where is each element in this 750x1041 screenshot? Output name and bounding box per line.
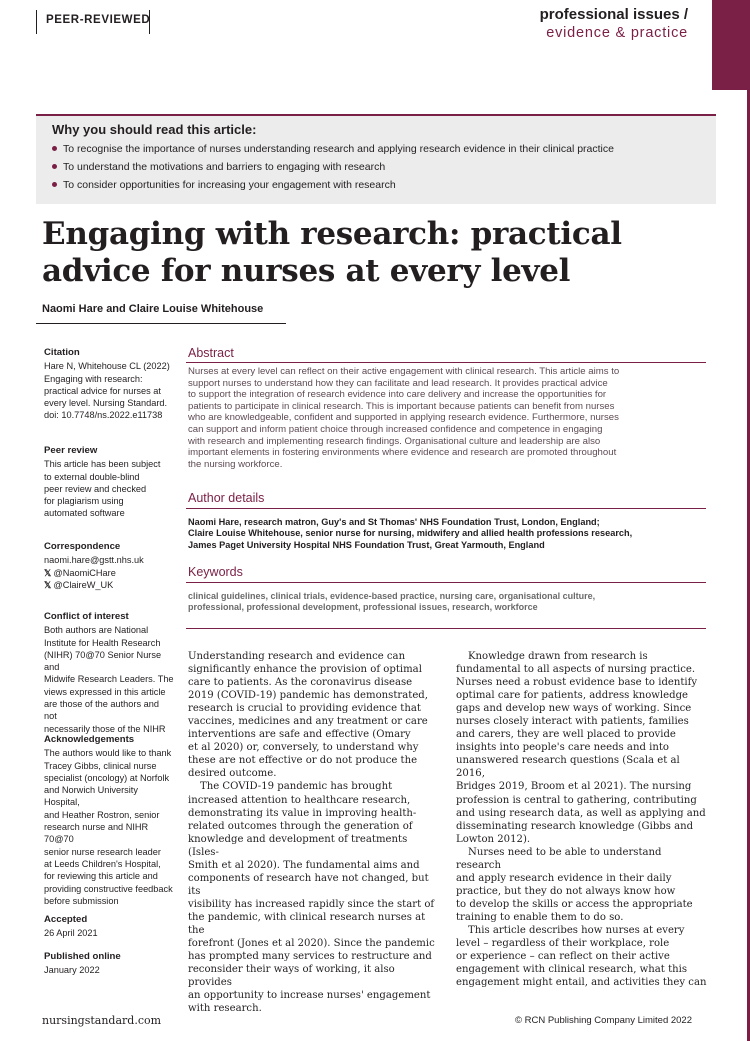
published-block: Published online January 2022 <box>44 951 121 976</box>
body-line: to develop the skills or access the appropriate <box>456 898 693 910</box>
author-details-text: Naomi Hare, research matron, Guy's and St Thomas' NHS Foundation Trust, London, England; Claire Louise Whitehouse, senior nurse for nursing, midwifery and allied health professions research, James Paget University Hospital NHS Foundation Trust, Great Yarmouth, England <box>188 517 633 550</box>
peer-review-block: Peer review This article has been subject to external double-blind peer review and checked for plagiarism using automated software <box>44 445 161 519</box>
footer-copyright: © RCN Publishing Company Limited 2022 <box>514 1015 692 1026</box>
bullet-icon <box>52 182 57 187</box>
body-line: et al 2020) or, conversely, to understand why <box>188 742 419 754</box>
body-line: related outcomes through the generation of <box>188 820 413 832</box>
abstract-rule <box>186 362 706 363</box>
body-line: Smith et al 2020). The fundamental aims and <box>188 859 420 871</box>
body-column-2 <box>456 650 708 989</box>
body-line: visibility has increased rapidly since the start of <box>188 898 435 910</box>
body-line: knowledge and development of treatments (Isles- <box>188 833 408 858</box>
body-line: engagement might entail, and activities they can <box>456 977 707 989</box>
body-line: significantly enhance the provision of optimal <box>188 664 422 676</box>
body-line: profession is central to gathering, contributing <box>456 794 697 806</box>
why-read-title: Why you should read this article: <box>52 122 257 137</box>
body-line: engagement with clinical research, what this <box>456 964 688 976</box>
keywords-bottom-rule <box>186 628 706 629</box>
body-line: gaps and develop new ways of working. Since <box>456 703 692 715</box>
body-line: Understanding research and evidence can <box>188 651 406 662</box>
body-line: has prompted many services to restructure and <box>188 951 432 963</box>
body-line: with research. <box>188 1003 262 1015</box>
body-line: demonstrating its value in improving health- <box>188 807 417 819</box>
body-line: Bridges 2019, Broom et al 2021). The nursing <box>456 781 692 793</box>
body-line: research is crucial to providing evidence that <box>188 703 421 715</box>
correspondence-block: Correspondence naomi.hare@gstt.nhs.uk 𝕏 @NaomiCHare 𝕏 @ClaireW_UK <box>44 541 174 591</box>
body-line: Nurses need to be able to understand research <box>456 846 662 871</box>
body-line: or experience – can reflect on their active <box>456 951 670 963</box>
body-line: optimal care for patients, address knowledge <box>456 690 689 702</box>
article-title: Engaging with research: practical advice for nurses at every level <box>42 216 622 289</box>
body-column-1 <box>188 650 440 1015</box>
corner-accent-bar <box>712 0 750 90</box>
author-details-rule <box>186 508 706 509</box>
footer-site[interactable]: nursingstandard.com <box>42 1014 162 1027</box>
body-line: Nurses need a robust evidence base to identify <box>456 677 698 689</box>
abstract-heading: Abstract <box>188 346 234 360</box>
body-line: reconsider their ways of working, it also provides <box>188 964 395 989</box>
body-line: unanswered research questions (Scala et al 2016, <box>456 755 680 780</box>
twitter-icon: 𝕏 <box>44 567 52 578</box>
body-line: components of research have not changed, but its <box>188 872 429 897</box>
section-label: professional issues / <box>539 6 688 23</box>
body-line: practice, but they do not always know how <box>456 885 676 897</box>
keywords-rule <box>186 582 706 583</box>
article-authors: Naomi Hare and Claire Louise Whitehouse <box>42 303 264 315</box>
why-read-item: To understand the motivations and barriers to engaging with research <box>52 161 385 173</box>
abstract-text: Nurses at every level can reflect on their active engagement with clinical research. This article aims to support nurses to understand how they can facilitate and lead research. It provides practical advice to support the integration of research evidence into care delivery and increase the opportunities for patients to participate in clinical research. This is important because patients can benefit from nurses who are knowledgeable, confident and supported in applying research evidence. Furthermore, nurses can support and inform patient choice through increased confidence and competence in engaging with research and implementing research findings. Organisational culture and leadership are also important elements in fostering environments where evidence and research are promoted throughout the nursing workforce. <box>188 366 620 470</box>
body-line: and carers, they are well placed to provide <box>456 729 676 741</box>
body-line: Lowton 2012). <box>456 833 531 845</box>
body-line: care to patients. As the coronavirus disease <box>188 677 413 689</box>
bullet-icon <box>52 146 57 151</box>
body-paragraph <box>456 650 708 846</box>
body-line: 2019 (COVID-19) pandemic has demonstrated, <box>188 690 428 702</box>
body-line: insights into people's care needs and into <box>456 742 669 754</box>
why-read-item: To recognise the importance of nurses understanding research and applying research evidence in their clinical practice <box>52 143 614 155</box>
authors-divider <box>36 323 286 324</box>
body-paragraph <box>456 924 708 989</box>
peer-reviewed-label: PEER-REVIEWED <box>46 14 151 26</box>
keywords-heading: Keywords <box>188 565 243 579</box>
body-paragraph <box>188 650 440 780</box>
body-line: vaccines, medicines and any treatment or care <box>188 716 428 728</box>
accepted-block: Accepted 26 April 2021 <box>44 914 98 939</box>
body-line: the pandemic, with clinical research nurses at the <box>188 911 426 936</box>
acknowledgements-block: Acknowledgements The authors would like to thank Tracey Gibbs, clinical nurse specialist (oncology) at Norfolk and Norwich University Hospital, and Heather Rostron, senior research nurse and NIHR 70@70 senior nurse research leader at Leeds Children's Hospital, for reviewing this article and providing constructive feedback before submission <box>44 734 173 906</box>
body-line: level – regardless of their workplace, role <box>456 938 670 950</box>
author-details-heading: Author details <box>188 491 265 505</box>
body-paragraph <box>456 846 708 924</box>
body-line: and using research data, as well as applying and <box>456 807 706 819</box>
conflict-block: Conflict of interest Both authors are National Institute for Health Research (NIHR) 70@70 Senior Nurse and Midwife Research Leaders. The views expressed in this article are those of the authors and not necessarily those of the NIHR <box>44 611 174 734</box>
body-line: Knowledge drawn from research is <box>468 651 648 662</box>
body-line: fundamental to all aspects of nursing practice. <box>456 664 696 676</box>
body-line: increased attention to healthcare research, <box>188 794 411 806</box>
twitter-icon: 𝕏 <box>44 579 52 590</box>
correspondence-email[interactable]: naomi.hare@gstt.nhs.uk <box>44 555 144 566</box>
body-line: interventions are safe and effective (Omary <box>188 729 411 741</box>
body-line: these are not effective or do not produce the <box>188 755 418 767</box>
body-paragraph <box>188 780 440 1015</box>
body-line: disseminating research knowledge (Gibbs and <box>456 820 694 832</box>
body-line: forefront (Jones et al 2020). Since the pandemic <box>188 938 435 950</box>
citation-block: Citation Hare N, Whitehouse CL (2022) Engaging with research: practical advice for nurses at every level. Nursing Standard. doi: 10.7748/ns.2022.e11738 <box>44 347 170 421</box>
why-read-item: To consider opportunities for increasing your engagement with research <box>52 179 396 191</box>
twitter-handle[interactable]: 𝕏 @NaomiCHare <box>44 567 116 578</box>
body-line: This article describes how nurses at every <box>468 924 685 936</box>
body-line: nurses closely interact with patients, families <box>456 716 689 728</box>
subsection-label: evidence & practice <box>546 25 688 41</box>
keywords-text: clinical guidelines, clinical trials, evidence-based practice, nursing care, organisational culture, professional, professional development, professional issues, research, workforce <box>188 591 596 613</box>
body-line: an opportunity to increase nurses' engagement <box>188 990 431 1002</box>
bullet-icon <box>52 164 57 169</box>
body-line: The COVID-19 pandemic has brought <box>200 781 393 793</box>
body-line: desired outcome. <box>188 768 277 780</box>
body-line: and apply research evidence in their daily <box>456 872 672 884</box>
body-line: training to enable them to do so. <box>456 911 624 923</box>
twitter-handle[interactable]: 𝕏 @ClaireW_UK <box>44 579 114 590</box>
